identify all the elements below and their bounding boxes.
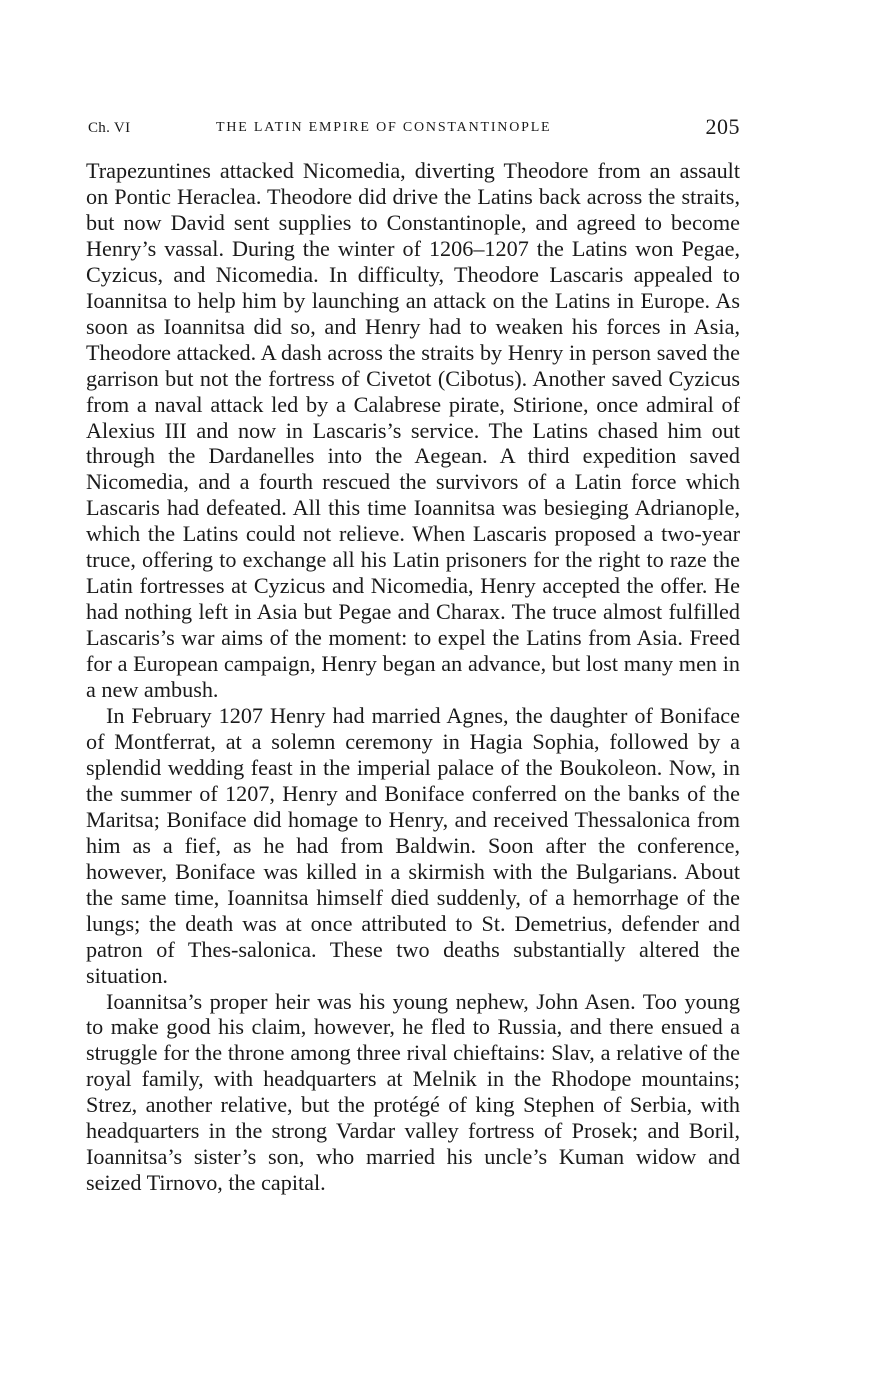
running-title: THE LATIN EMPIRE OF CONSTANTINOPLE xyxy=(216,120,552,135)
page-number: 205 xyxy=(705,114,740,139)
paragraph-2: In February 1207 Henry had married Agnes, the daughter of Boniface of Montferrat, at a solemn ceremony in Hagia Sophia, followed by a splendid wedding feast in the imperial palace of the Boukoleon. Now, in the summer of 1207, Henry and Boniface conferred on the banks of the Maritsa; Boniface did homage to Henry, and received Thessalonica from him as a fief, as he had from Baldwin. Soon after the conference, however, Boniface was killed in a skirmish with the Bulgarians. About the same time, Ioannitsa himself died suddenly, of a hemorrhage of the lungs; the death was at once attributed to St. Demetrius, defender and patron of Thes-salonica. These two deaths substantially altered the situation. xyxy=(86,703,740,988)
book-page xyxy=(86,112,740,1196)
running-head xyxy=(86,112,740,148)
paragraph-3: Ioannitsa’s proper heir was his young nephew, John Asen. Too young to make good his claim, however, he fled to Russia, and there ensued a struggle for the throne among three rival chieftains: Slav, a relative of the royal family, with headquarters at Melnik in the Rhodope mountains; Strez, another relative, but the protégé of king Stephen of Serbia, with headquarters in the strong Vardar valley fortress of Prosek; and Boril, Ioannitsa’s sister’s son, who married his uncle’s Kuman widow and seized Tirnovo, the capital. xyxy=(86,988,740,1196)
body-text xyxy=(86,158,740,1196)
chapter-label: Ch. VI xyxy=(88,120,131,136)
paragraph-1: Trapezuntines attacked Nicomedia, diverting Theodore from an assault on Pontic Heraclea. Theodore did drive the Latins back across the straits, but now David sent supplies to Constantinople, and agreed to become Henry’s vassal. During the winter of 1206–1207 the Latins won Pegae, Cyzicus, and Nicomedia. In difficulty, Theodore Lascaris appealed to Ioannitsa to help him by launching an attack on the Latins in Europe. As soon as Ioannitsa did so, and Henry had to weaken his forces in Asia, Theodore attacked. A dash across the straits by Henry in person saved the garrison but not the fortress of Civetot (Cibotus). Another saved Cyzicus from a naval attack led by a Calabrese pirate, Stirione, once admiral of Alexius III and now in Lascaris’s service. The Latins chased him out through the Dardanelles into the Aegean. A third expedition saved Nicomedia, and a fourth rescued the survivors of a Latin force which Lascaris had defeated. All this time Ioannitsa was besieging Adrianople, which the Latins could not relieve. When Lascaris proposed a two-year truce, offering to exchange all his Latin prisoners for the right to raze the Latin fortresses at Cyzicus and Nicomedia, Henry accepted the offer. He had nothing left in Asia but Pegae and Charax. The truce almost fulfilled Lascaris’s war aims of the moment: to expel the Latins from Asia. Freed for a European campaign, Henry began an advance, but lost many men in a new ambush. xyxy=(86,158,740,703)
